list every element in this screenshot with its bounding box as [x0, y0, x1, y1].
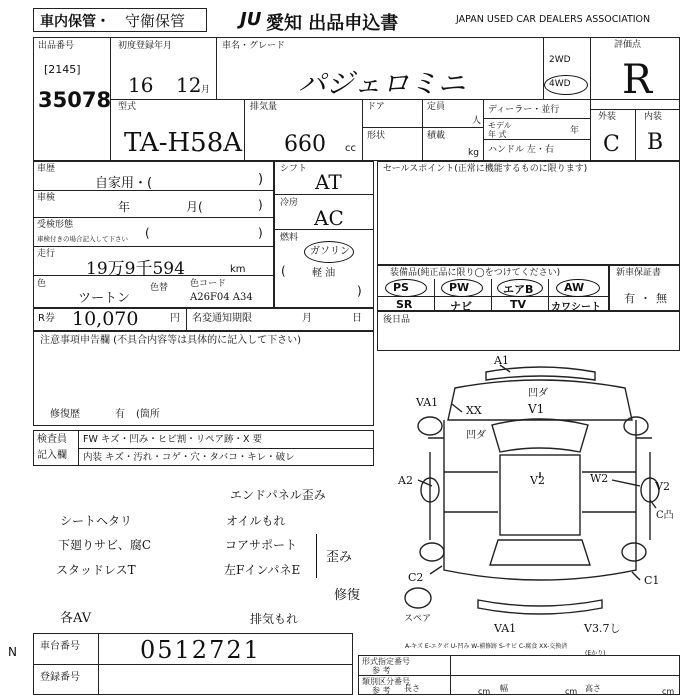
equipment-item-airbag: エアB	[503, 283, 534, 296]
aircon-label: 冷房	[280, 198, 299, 208]
note-inpanel: 左FインパネE	[224, 563, 301, 577]
note-rust: 下廻りサビ、腐C	[58, 538, 152, 552]
diagram-label-v3: V3.7し	[584, 622, 621, 635]
registration-year: 16	[128, 73, 154, 97]
color-change-label: 色替	[150, 283, 169, 293]
cert-length-label: 長さ	[404, 684, 420, 693]
model-code-value: TA-H58A	[124, 128, 243, 158]
inspector-label-1: 検査員	[37, 434, 67, 445]
inspection-year: 年	[118, 200, 131, 214]
mileage-unit: km	[230, 264, 246, 275]
capacity-unit: 人	[472, 116, 482, 126]
model-year-label2: 年 式	[488, 130, 507, 139]
note-studless: スタッドレスT	[56, 563, 136, 577]
equipment-item-tv: TV	[510, 298, 527, 311]
owner-change-day: 日	[352, 313, 362, 324]
equipment-circle-ps	[385, 279, 427, 297]
drive-2wd: 2WD	[549, 55, 571, 65]
equipment-label: 装備品(純正品に限り◯をつけてください)	[390, 268, 561, 278]
score-value: R	[622, 57, 653, 103]
diagram-label-c2: C2	[408, 571, 424, 584]
inspection-label: 車検	[37, 193, 56, 203]
note-repaired: 修復	[334, 588, 361, 603]
recycle-unit: 円	[170, 313, 180, 324]
handle-label: ハンドル 左・右	[488, 145, 554, 155]
repair-value: 有	[115, 409, 125, 420]
chassis-value: 0512721	[140, 636, 261, 664]
recycle-value: 10,070	[72, 308, 139, 330]
year-unit: 年	[570, 126, 580, 136]
cert-sub-label2: 参 考	[372, 686, 391, 695]
inspection-month: 月(	[186, 200, 203, 214]
cert-width-label: 幅	[500, 684, 508, 693]
diagram-legend-1: A-キズ E-エクボ U-凹み W-補修跡 S-サビ C-腐食 XX-交換済	[405, 643, 568, 650]
diagram-label-a2: A2	[398, 474, 413, 487]
shift-label: シフト	[280, 164, 308, 174]
lot-sub-number: [2145]	[44, 63, 81, 76]
reception-note: 車検付きの場合記入して下さい	[37, 235, 128, 243]
diagram-label-dent-1: 凹ダ	[528, 388, 548, 399]
diagram-label-v1: V1	[528, 402, 545, 416]
owner-change-month: 月	[302, 313, 312, 324]
diagram-label-v2-side: V2	[655, 480, 670, 493]
form-title: 愛知 出品申込書	[266, 13, 399, 34]
drive-4wd-circle	[544, 75, 588, 95]
interior-value: B	[647, 130, 664, 155]
warranty-no: 無	[656, 292, 667, 305]
fuel-diesel: 軽 油	[312, 268, 336, 279]
displacement-label: 排気量	[250, 102, 278, 112]
shift-value: AT	[315, 170, 342, 194]
drive-4wd: 4WD	[549, 79, 571, 89]
fuel-label: 燃料	[280, 233, 299, 243]
dealer-label: ディーラー・並行	[488, 105, 560, 115]
color-code-label: 色コード	[190, 279, 227, 289]
equipment-circle-airbag	[497, 279, 543, 297]
inspection-close: )	[258, 198, 263, 212]
diagram-label-spare: スペア	[404, 614, 432, 624]
note-distortion: 歪み	[326, 550, 353, 565]
color-code-value: A26F04 A34	[190, 292, 253, 303]
color-label: 色	[37, 279, 47, 289]
diagram-legend-2: (Eかり)	[585, 650, 606, 657]
registration-label: 初度登録年月	[118, 41, 173, 51]
storage-handwritten: 守衛保管	[125, 12, 186, 30]
registration-month-unit: 月	[201, 85, 211, 95]
inspector-interior-line: 内装 キズ・汚れ・コゲ・穴・タバコ・キレ・破レ	[83, 452, 295, 463]
diagram-label-v2-roof: V2	[530, 474, 545, 487]
doors-label: ドア	[367, 102, 385, 112]
sales-points-box	[377, 161, 680, 265]
mileage-label: 走行	[37, 249, 56, 259]
diagram-label-c1: C1	[644, 574, 660, 587]
diagram-label-c-dent: C凸	[656, 510, 674, 521]
inspector-fw-line: FW キズ・凹み・ヒビ割・リペア跡・X 要	[83, 434, 263, 445]
warranty-dot: ・	[640, 292, 651, 305]
recycle-label: R券	[38, 313, 55, 324]
chassis-label: 車台番号	[40, 641, 80, 652]
reception-label: 受検形態	[37, 220, 74, 230]
equipment-item-navi: ナビ	[450, 300, 472, 313]
diagram-label-a1: A1	[494, 354, 509, 367]
equipment-item-pw: PW	[449, 281, 470, 294]
aircon-value: AC	[314, 206, 344, 230]
sales-points-label: セールスポイント(正常に機能するものに限ります)	[383, 164, 588, 174]
inspector-label-2: 記入欄	[37, 450, 67, 461]
fuel-paren-open: (	[281, 264, 286, 278]
note-seat: シートヘタリ	[60, 514, 133, 528]
note-end-panel: エンドパネル歪み	[230, 488, 326, 502]
cert-height-unit: cm	[662, 687, 675, 696]
equipment-circle-aw	[556, 279, 600, 297]
rear-items-box	[377, 311, 680, 351]
diagram-label-w2: W2	[590, 472, 609, 485]
margin-mark: N	[8, 645, 17, 659]
note-bracket	[316, 534, 323, 578]
diagram-label-xx: XX	[466, 404, 482, 417]
capacity-label: 定員	[427, 102, 446, 112]
interior-label: 内装	[644, 112, 663, 122]
fuel-paren-close: )	[357, 284, 362, 298]
association-subtitle: JAPAN USED CAR DEALERS ASSOCIATION	[456, 14, 651, 25]
diagram-label-va1-top: VA1	[416, 396, 439, 409]
cert-sub-label: 参 考	[372, 666, 391, 675]
cert-label: 形式指定番号	[362, 657, 410, 666]
exterior-label: 外装	[598, 112, 617, 122]
reception-close: )	[258, 226, 263, 240]
logo-mark: JU	[240, 9, 262, 30]
equipment-item-sr: SR	[396, 298, 413, 311]
note-oil-leak: オイルもれ	[226, 514, 286, 528]
reception-open: (	[145, 226, 150, 240]
displacement-unit: cc	[345, 143, 356, 154]
equipment-item-ps: PS	[393, 281, 409, 294]
warranty-label: 新車保証書	[616, 268, 662, 278]
history-value: 自家用・(	[95, 176, 153, 191]
history-close: )	[258, 172, 264, 187]
load-unit: kg	[468, 148, 479, 158]
note-av: 各AV	[60, 611, 92, 626]
load-label: 積載	[427, 131, 446, 141]
rear-items-label: 後日品	[383, 315, 411, 325]
storage-label: 車内保管・	[40, 14, 110, 30]
model-name-label: 車名・グレード	[222, 41, 286, 51]
notes-label: 注意事項申告欄 (不具合内容等は具体的に記入して下さい)	[40, 335, 301, 346]
lot-number: 35078	[38, 88, 112, 112]
score-label: 評価点	[614, 40, 642, 50]
repair-label: 修復歴	[50, 409, 80, 420]
plate-label: 登録番号	[40, 672, 80, 683]
cert-length-unit: cm	[478, 687, 491, 696]
cert-width-unit: cm	[565, 687, 578, 696]
cert-class-label: 類別区分番号	[362, 677, 410, 686]
model-code-label: 型式	[118, 102, 137, 112]
registration-month: 12	[176, 73, 202, 97]
model-year-label: モデル	[488, 121, 512, 130]
diagram-label-va1-bottom: VA1	[494, 622, 517, 635]
mileage-value: 19万9千594	[86, 259, 185, 279]
note-core-support: コアサポート	[225, 538, 298, 552]
owner-change-label: 名変通知期限	[192, 313, 252, 324]
fuel-gasoline-circle	[304, 241, 354, 263]
cert-height-label: 高さ	[585, 684, 601, 693]
shape-label: 形状	[367, 131, 386, 141]
warranty-yes: 有	[624, 292, 635, 305]
displacement-value: 660	[284, 132, 326, 157]
exterior-value: C	[603, 132, 620, 157]
model-name-value: パジェロミニ	[298, 67, 466, 100]
repair-place: (箇所	[136, 409, 160, 420]
color-value: ツートン	[78, 291, 131, 306]
fuel-gasoline: ガソリン	[310, 246, 350, 257]
equipment-circle-pw	[441, 279, 483, 297]
equipment-item-seat: カワシート	[551, 302, 601, 313]
note-exhaust: 排気もれ	[250, 612, 299, 626]
equipment-item-aw: AW	[564, 281, 585, 294]
lot-label: 出品番号	[38, 41, 75, 51]
history-label: 車歴	[37, 164, 56, 174]
diagram-label-dent-2: 凹ダ	[466, 430, 486, 441]
